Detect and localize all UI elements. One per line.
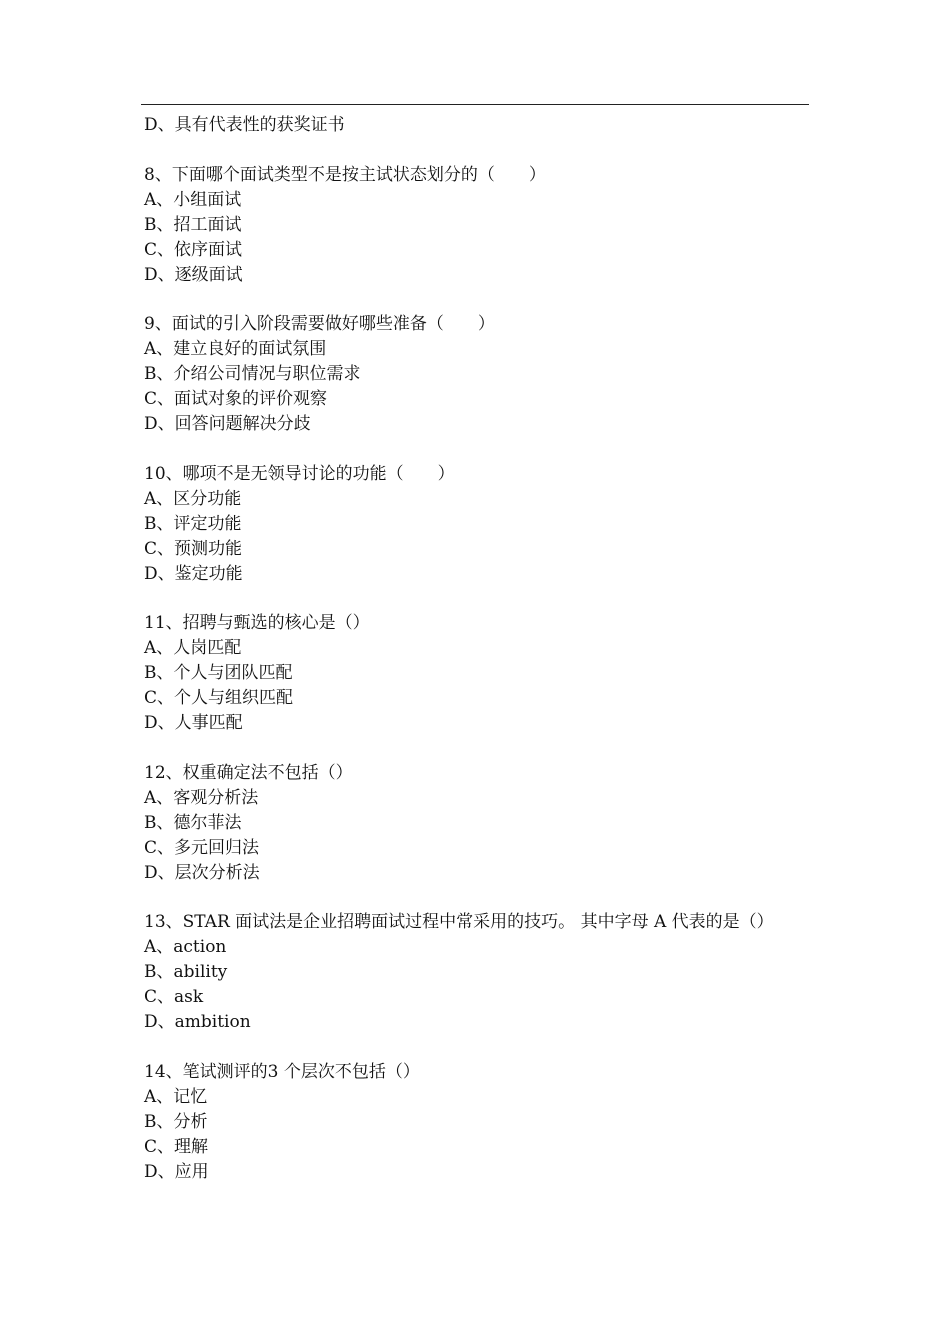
question-list: [144, 113, 814, 1185]
question-10: [144, 462, 814, 587]
question-11: [144, 611, 814, 736]
option-b: B、介绍公司情况与职位需求: [144, 364, 361, 384]
option-a: A、客观分析法: [144, 787, 259, 808]
question-9: [144, 312, 814, 437]
carryover-option: D、具有代表性的获奖证书: [144, 115, 345, 135]
question-stem: 12、权重确定法不包括（）: [144, 762, 353, 783]
question-stem: 8、下面哪个面试类型不是按主试状态划分的（ ）: [144, 164, 546, 185]
option-c: C、理解: [144, 1136, 209, 1157]
question-12: [144, 761, 814, 886]
option-d: D、鉴定功能: [144, 563, 243, 584]
option-c: C、ask: [144, 987, 204, 1007]
option-c: C、预测功能: [144, 538, 243, 559]
option-b: B、ability: [144, 962, 228, 982]
option-c: C、个人与组织匹配: [144, 688, 294, 708]
option-c: C、多元回归法: [144, 837, 260, 858]
question-13: [144, 910, 814, 1035]
option-d: D、人事匹配: [144, 713, 243, 733]
option-b: B、个人与团队匹配: [144, 663, 293, 683]
question-stem: 13、STAR 面试法是企业招聘面试过程中常采用的技巧。 其中字母 A 代表的是（）: [144, 912, 774, 932]
option-a: A、action: [144, 937, 227, 957]
question-stem: 9、面试的引入阶段需要做好哪些准备（ ）: [144, 314, 495, 334]
question-stem: 14、笔试测评的3 个层次不包括（）: [144, 1061, 420, 1082]
option-b: B、分析: [144, 1111, 208, 1132]
option-d: D、逐级面试: [144, 264, 243, 285]
option-a: A、人岗匹配: [144, 638, 242, 658]
option-a: A、区分功能: [144, 488, 242, 509]
option-d: D、回答问题解决分歧: [144, 414, 311, 434]
option-c: C、依序面试: [144, 239, 243, 260]
question-stem: 10、哪项不是无领导讨论的功能（ ）: [144, 463, 455, 484]
question-stem: 11、招聘与甄选的核心是（）: [144, 613, 370, 633]
question-8: [144, 163, 814, 288]
option-a: A、记忆: [144, 1086, 208, 1107]
option-d: D、应用: [144, 1161, 209, 1182]
option-b: B、招工面试: [144, 214, 242, 235]
option-a: A、建立良好的面试氛围: [144, 339, 327, 359]
header-rule: [141, 104, 809, 105]
option-d: D、ambition: [144, 1012, 251, 1032]
option-b: B、评定功能: [144, 513, 242, 534]
option-c: C、面试对象的评价观察: [144, 389, 328, 409]
question-14: [144, 1060, 814, 1185]
option-d: D、层次分析法: [144, 862, 260, 883]
option-b: B、德尔菲法: [144, 812, 242, 833]
option-a: A、小组面试: [144, 189, 242, 210]
